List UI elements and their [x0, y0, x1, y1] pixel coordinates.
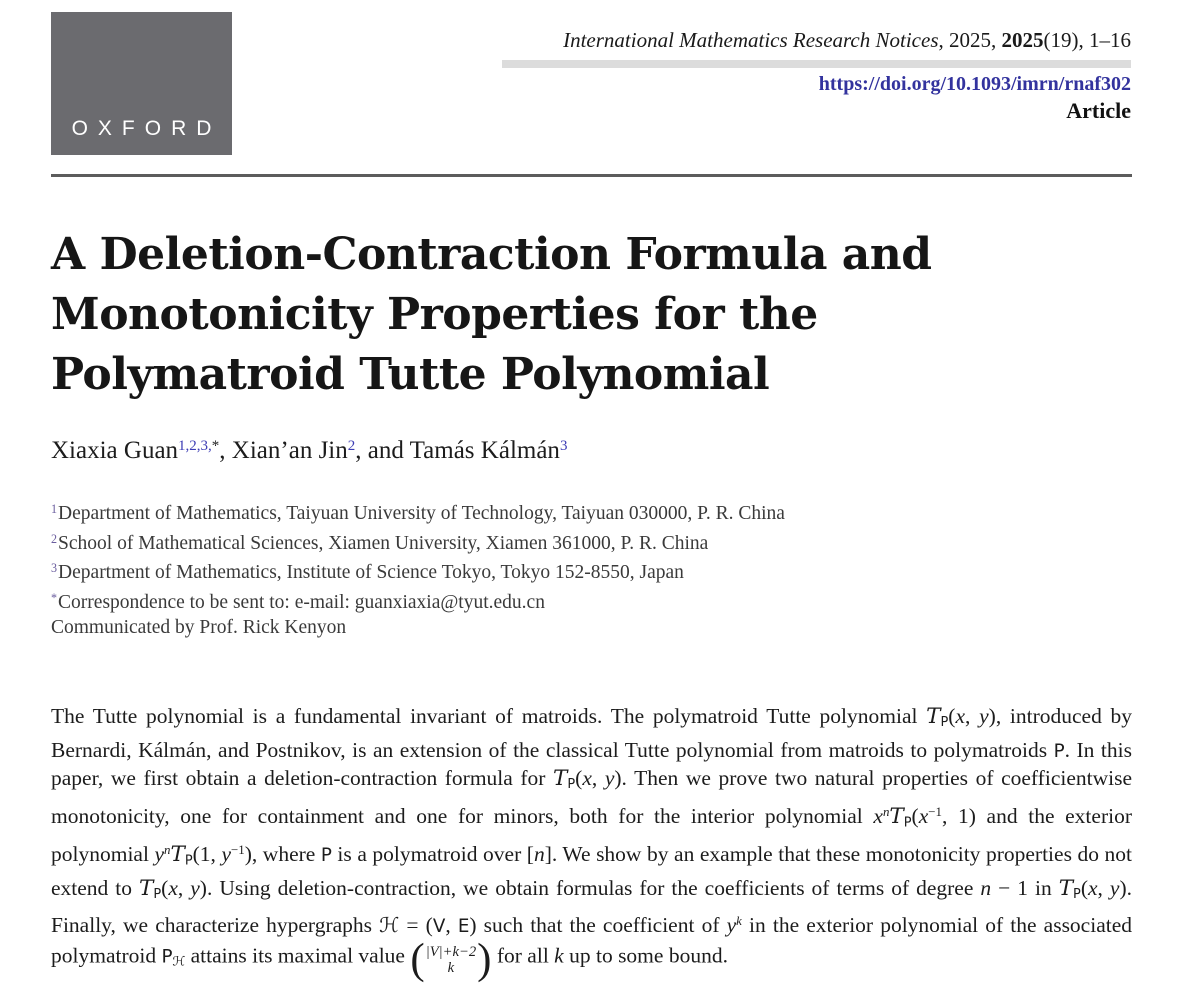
- oxford-logo-text: OXFORD: [71, 117, 222, 140]
- affiliation-3-marker: 3: [51, 561, 58, 576]
- authors-line: Xiaxia Guan$^{1,2,3,*}$, Xian’an Jin$^2$, and Tamás Kálmán$^3$: [51, 437, 568, 464]
- title-line-2: Monotonicity Properties for the: [51, 289, 818, 340]
- affiliation-2-text: School of Mathematical Sciences, Xiamen University, Xiamen 361000, P. R. China: [58, 532, 709, 554]
- title-line-1: A Deletion-Contraction Formula and: [51, 229, 932, 280]
- affiliations: [51, 497, 785, 641]
- paper-title: [51, 225, 932, 405]
- correspondence-note: [51, 586, 785, 616]
- correspondence-marker: *: [51, 590, 58, 605]
- affiliation-3-text: Department of Mathematics, Institute of Science Tokyo, Tokyo 152-8550, Japan: [58, 562, 684, 584]
- affiliation-3: [51, 556, 785, 586]
- affiliation-1: [51, 497, 785, 527]
- communicated-by: Communicated by Prof. Rick Kenyon: [51, 617, 347, 639]
- article-type-label: Article: [1066, 98, 1131, 123]
- binomial-coefficient: ( |V|+k−2 k ): [410, 935, 492, 983]
- affiliation-2-marker: 2: [51, 531, 58, 546]
- affiliation-1-text: Department of Mathematics, Taiyuan University of Technology, Taiyuan 030000, P. R. China: [58, 503, 785, 525]
- header-rule: [51, 174, 1132, 177]
- title-line-3: Polymatroid Tutte Polynomial: [51, 349, 770, 400]
- affiliation-2: [51, 527, 785, 557]
- header-divider: [502, 60, 1131, 68]
- oxford-logo: [51, 12, 232, 155]
- journal-citation: International Mathematics Research Notices, 2025, 2025(19), 1–16: [563, 28, 1131, 52]
- correspondence-text: Correspondence to be sent to: e-mail: guanxiaxia@tyut.edu.cn: [58, 591, 545, 613]
- doi-link[interactable]: https://doi.org/10.1093/imrn/rnaf302: [818, 73, 1131, 95]
- affiliation-1-marker: 1: [51, 502, 58, 516]
- abstract-text: The Tutte polynomial is a fundamental invariant of matroids. The polymatroid Tutte polynomial $T_P(x$, y), introduced by Bernardi, Kálmán, and Postnikov, is an extension of the classical Tutte polynomial from matroids to polymatroids P. In this paper, we first obtain a deletion-contraction formula for $T_P(x$, y). Then we prove two natural properties of coefficientwise monotonicity, one for containment and one for minors, both for the interior polynomial $x^nT_P(x^{-1}$, 1) and the exterior polynomial $y^nT_P(1$, $y^{-1}$), where P is a polymatroid over [n]. We show by an example that these monotonicity properties do not extend to $T_P(x$, y). Using deletion-contraction, we obtain formulas for the coefficients of terms of degree n − 1 in $T_P(x$, y). Finally, we characterize hypergraphs ℋ = (V, E) such that the coefficient of $y^k$ in the exterior polynomial of the associated polymatroid $P_ℋ$ attains its maximal value ( |V|+k−2 k ) for all k up to some bound.: [51, 704, 1133, 983]
